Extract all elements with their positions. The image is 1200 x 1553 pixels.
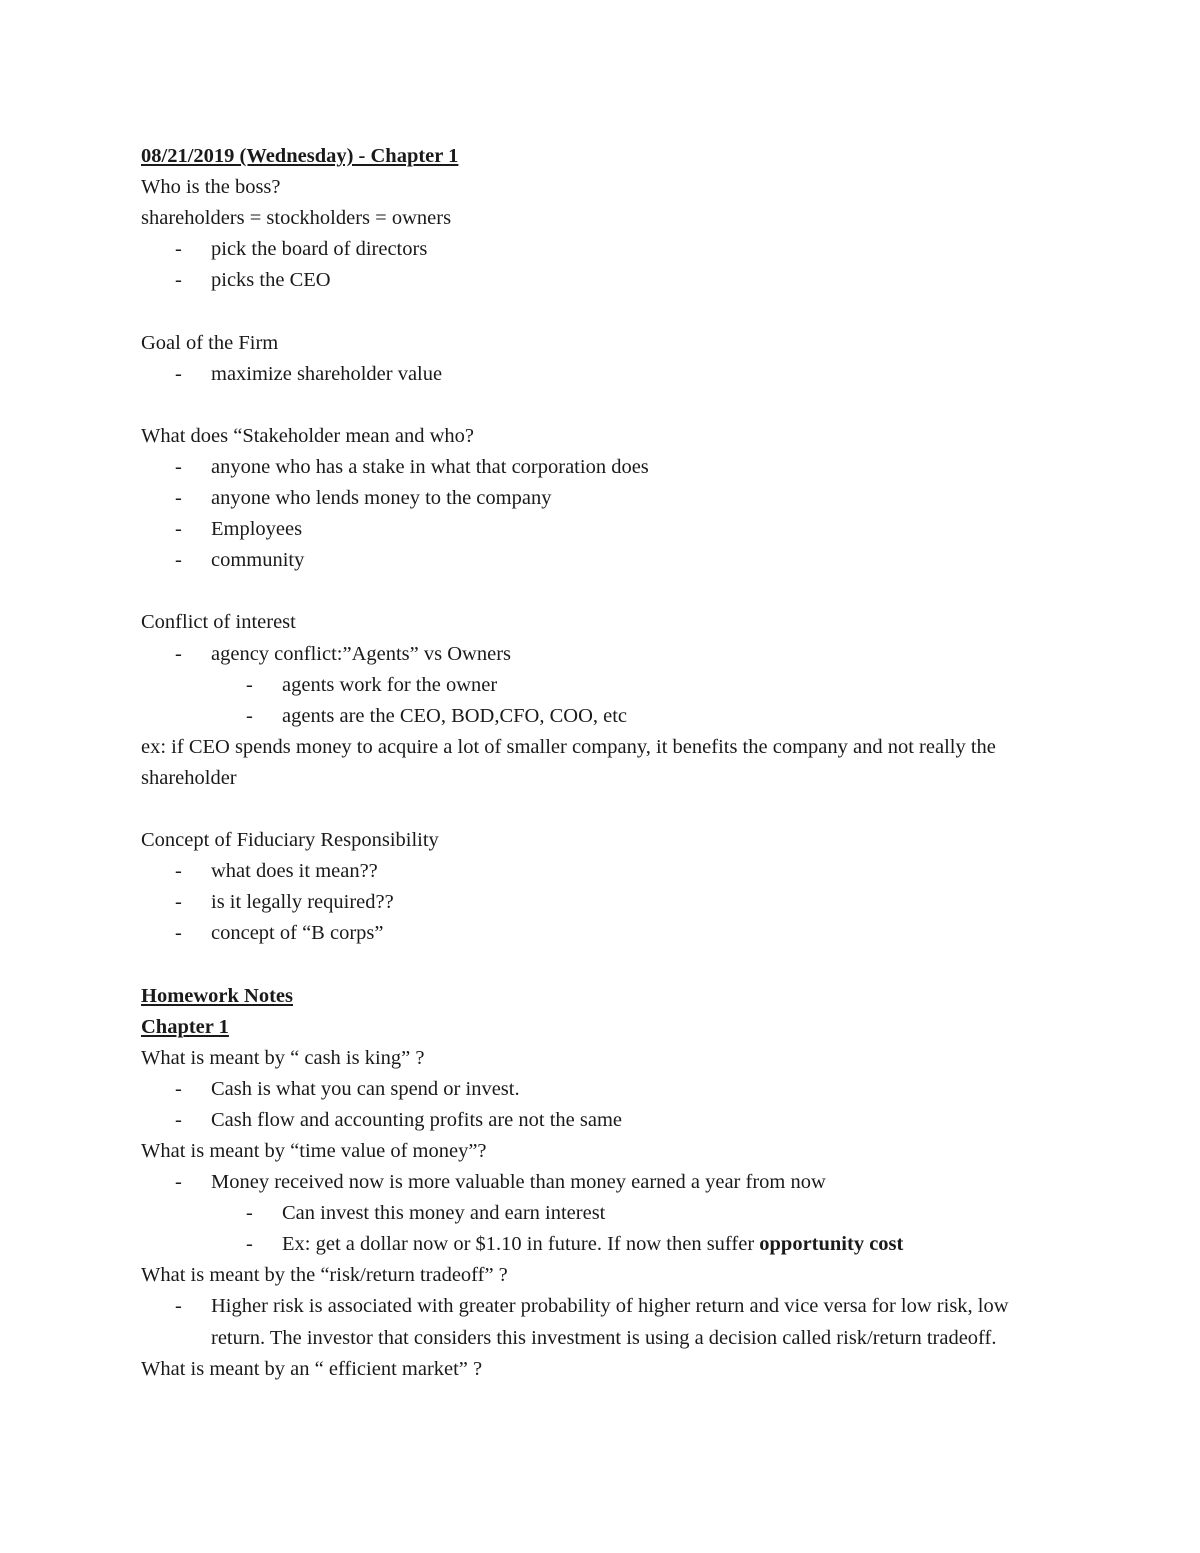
goal-heading: Goal of the Firm — [141, 331, 279, 354]
question-boss: Who is the boss? — [141, 176, 281, 199]
list-item-nested: - agents are the CEO, BOD,CFO, COO, etc — [246, 704, 628, 727]
list-item: - maximize shareholder value — [175, 362, 443, 385]
list-item: - community — [175, 549, 305, 572]
list-item: - Employees — [175, 518, 303, 541]
question-tvm: What is meant by “time value of money”? — [141, 1140, 487, 1162]
list-item: - what does it mean?? — [175, 860, 378, 883]
list-item-nested: - agents work for the owner — [246, 673, 498, 696]
list-item-nested: - Ex: get a dollar now or $1.10 in future. If now then suffer opportunity cost — [246, 1233, 904, 1256]
list-item: - pick the board of directors — [175, 238, 428, 261]
list-item: - Cash is what you can spend or invest. — [175, 1077, 520, 1100]
conflict-example: ex: if CEO spends money to acquire a lot of smaller company, it benefits the company and not really the shareholder — [141, 735, 996, 789]
list-item: - is it legally required?? — [175, 891, 394, 914]
list-item: - anyone who has a stake in what that corporation does — [175, 455, 649, 478]
list-item: - Higher risk is associated with greater probability of higher return and vice versa for low risk, low return. The investor that considers this investment is using a decision called risk/return tradeoff. — [175, 1295, 1009, 1349]
question-cash: What is meant by “ cash is king” ? — [141, 1046, 425, 1069]
notes-title: 08/21/2019 (Wednesday) - Chapter 1 — [141, 145, 459, 167]
opportunity-cost-term: opportunity cost — [759, 1233, 904, 1256]
owners-line: shareholders = stockholders = owners — [141, 207, 452, 230]
list-item: - Cash flow and accounting profits are not the same — [175, 1108, 623, 1131]
conflict-heading: Conflict of interest — [141, 611, 296, 634]
homework-title: Homework Notes — [141, 984, 294, 1007]
stakeholder-heading: What does “Stakeholder mean and who? — [141, 424, 475, 447]
list-item: - picks the CEO — [175, 269, 331, 292]
question-risk: What is meant by the “risk/return tradeoff” ? — [141, 1264, 508, 1287]
list-item: - Money received now is more valuable than money earned a year from now — [175, 1171, 826, 1194]
homework-chapter: Chapter 1 — [141, 1015, 229, 1038]
fiduciary-heading: Concept of Fiduciary Responsibility — [141, 829, 439, 852]
document-page — [141, 141, 1061, 1385]
list-item: - concept of “B corps” — [175, 922, 384, 945]
list-item-nested: - Can invest this money and earn interest — [246, 1202, 606, 1225]
list-item: - agency conflict:”Agents” vs Owners — [175, 642, 511, 665]
list-item: - anyone who lends money to the company — [175, 487, 552, 510]
question-efficient: What is meant by an “ efficient market” ? — [141, 1357, 483, 1380]
